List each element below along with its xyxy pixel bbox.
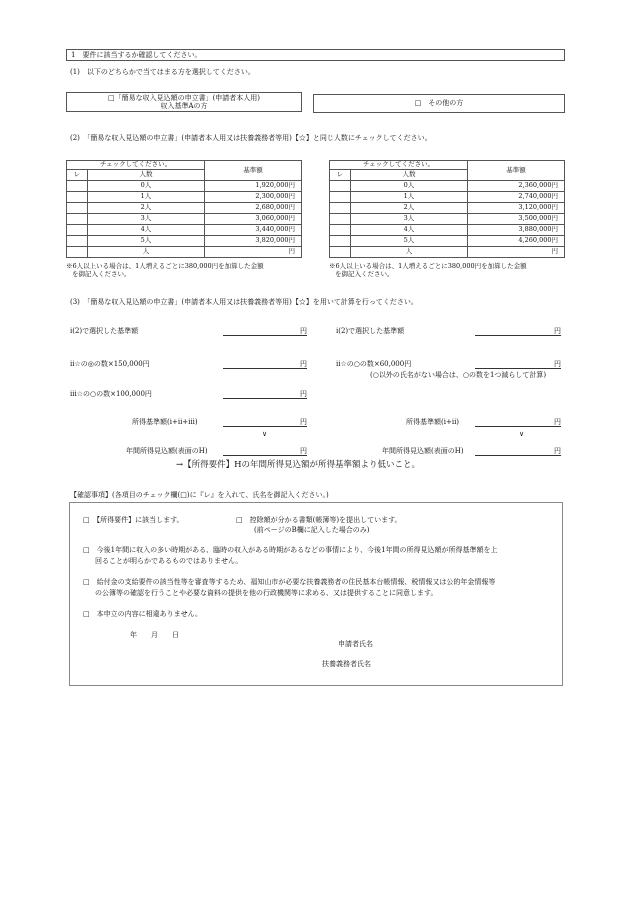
right-sum-field[interactable] [475,418,561,427]
left-iii-field[interactable] [223,390,307,399]
section-header: 1 要件に該当するか確認してください。 [66,49,565,61]
left-i-label: i(2)で選択した基準額 [70,327,139,335]
right-i-label: i(2)で選択した基準額 [336,327,405,335]
table-row [67,181,302,192]
right-ii-field[interactable] [475,360,561,369]
people-cell: 4人 [88,225,205,236]
people-cell: 1人 [351,192,468,203]
amount-cell: 4,260,000円 [468,236,565,247]
confirm-item3-line2: の公簿等の確認を行うことや必要な資料の提供を他の行政機関等に求める、又は提供することに同意します。 [95,589,438,598]
amount-cell: 3,120,000円 [468,203,565,214]
table-a [66,160,302,258]
table-row [330,236,565,247]
conclusion: →【所得要件】Hの年間所得見込額が所得基準額より低いこと。 [176,460,421,470]
table-row [67,203,302,214]
amount-cell: 1,920,000円 [205,181,302,192]
option-b-box[interactable] [313,94,565,113]
check-cell[interactable] [330,192,351,203]
yen-unit: 円 [300,447,307,455]
note-a-line1: ※6人以上いる場合は、1人増えるごとに380,000円を加算した金額 [66,262,264,270]
check-cell[interactable] [330,203,351,214]
people-col-header: 人数 [351,170,468,181]
table-row [67,247,302,258]
confirm-item1a[interactable]: □ 【所得要件】に該当します。 [83,516,184,524]
table-row [67,236,302,247]
note-a [66,262,264,278]
confirm-item1b-note: (前ページのB欄に記入した場合のみ) [254,526,370,534]
amount-header: 基準額 [468,161,565,181]
amount-cell: 2,740,000円 [468,192,565,203]
left-vee: ∨ [262,430,268,438]
table-row [67,214,302,225]
people-cell: 2人 [88,203,205,214]
amount-cell: 3,440,000円 [205,225,302,236]
confirm-item2-line2: 回ることが明らかであるものではありません。 [95,557,243,566]
right-ii-note: (○以外の氏名がない場合は、○の数を1つ減らして計算) [370,371,547,379]
check-cell[interactable] [67,192,88,203]
option-a-line1: □「簡易な収入見込額の申立書」(申請者本人用) [107,93,261,102]
note-b [329,262,527,278]
confirm-item3[interactable] [83,578,561,598]
note-b-line1: ※6人以上いる場合は、1人増えるごとに380,000円を加算した金額 [329,262,527,270]
people-cell: 2人 [351,203,468,214]
confirm-item4[interactable]: □ 本申立の内容に相違ありません。 [83,610,203,618]
q2-text: (2) 「簡易な収入見込額の申立書」(申請者本人用又は扶養義務者等用)【☆】と同じ人数にチェックしてください。 [70,134,432,142]
people-cell: 人 [351,247,468,258]
confirm-item2[interactable] [83,546,561,566]
check-col-header: レ [330,170,351,181]
yen-unit: 円 [554,360,561,368]
yen-unit: 円 [300,327,307,335]
applicant-name-label: 申請者氏名 [338,640,373,648]
left-annual-label: 年間所得見込額(表面のH) [126,447,208,455]
people-cell: 3人 [88,214,205,225]
left-i-field[interactable] [223,327,307,336]
yen-unit: 円 [300,390,307,398]
confirm-title: 【確認事項】(各項目のチェック欄(□)に『レ』を入れて、氏名を御記入ください。) [70,491,329,499]
check-cell[interactable] [330,247,351,258]
people-cell: 1人 [88,192,205,203]
amount-cell: 2,680,000円 [205,203,302,214]
left-sum-field[interactable] [223,418,307,427]
check-cell[interactable] [67,203,88,214]
amount-cell: 円 [205,247,302,258]
table-b [329,160,565,258]
q3-text: (3) 「簡易な収入見込額の申立書」(申請者本人用又は扶養義務者等用)【☆】を用いて計算を行ってください。 [70,298,418,306]
left-ii-field[interactable] [223,360,307,369]
yen-unit: 円 [300,418,307,426]
check-cell[interactable] [330,181,351,192]
table-row [330,203,565,214]
note-a-line2: を御記入ください。 [72,270,131,279]
right-annual-field[interactable] [475,447,561,456]
check-cell[interactable] [67,225,88,236]
table-row [330,225,565,236]
amount-cell: 2,300,000円 [205,192,302,203]
check-cell[interactable] [67,236,88,247]
right-sum-label: 所得基準額(i+ii) [406,418,460,426]
table-row [330,181,565,192]
people-cell: 0人 [351,181,468,192]
left-sum-label: 所得基準額(i+ii+iii) [132,418,198,426]
right-vee: ∨ [519,430,525,438]
table-row [67,192,302,203]
people-cell: 5人 [88,236,205,247]
q1-text: (1) 以下のどちらかで当てはまる方を選択してください。 [70,68,255,76]
option-b-label: □ その他の方 [414,99,464,108]
left-annual-field[interactable] [223,447,307,456]
check-col-header: レ [67,170,88,181]
people-cell: 0人 [88,181,205,192]
people-col-header: 人数 [88,170,205,181]
check-header: チェックしてください。 [67,161,205,170]
option-a-line2: 収入基準Aの方 [160,102,208,110]
amount-cell: 3,060,000円 [205,214,302,225]
table-row [330,192,565,203]
left-iii-label: iii☆の○の数×100,000円 [70,390,152,398]
right-annual-label: 年間所得見込額(表面のH) [382,447,464,455]
check-cell[interactable] [330,236,351,247]
amount-cell: 3,500,000円 [468,214,565,225]
amount-cell: 2,360,000円 [468,181,565,192]
people-cell: 人 [88,247,205,258]
amount-cell: 3,880,000円 [468,225,565,236]
option-a-box[interactable] [66,92,302,112]
guardian-name-label: 扶養義務者氏名 [322,660,371,668]
people-cell: 3人 [351,214,468,225]
check-cell[interactable] [330,214,351,225]
left-ii-label: ii☆の◎の数×150,000円 [70,360,150,368]
yen-unit: 円 [300,360,307,368]
confirm-item3-line1: □ 給付金の支給要件の該当性等を審査等するため、福知山市が必要な扶養義務者の住民基本台帳情報、税情報又は公的年金情報等 [83,578,496,586]
date-field[interactable]: 年 月 日 [130,631,179,639]
people-cell: 5人 [351,236,468,247]
yen-unit: 円 [554,327,561,335]
confirm-item1b[interactable]: □ 控除額が分かる書類(帳簿等)を提出しています。 [236,516,402,524]
confirm-item2-line1: □ 今後1年間に収入の多い時期がある、臨時の収入がある時期があるなどの事情により、今後1年間の所得見込額が所得基準額を上 [83,546,498,554]
amount-cell: 3,820,000円 [205,236,302,247]
table-row [330,214,565,225]
check-cell[interactable] [67,247,88,258]
table-row [67,225,302,236]
amount-cell: 円 [468,247,565,258]
right-i-field[interactable] [475,327,561,336]
right-ii-label: ii☆の○の数×60,000円 [336,360,412,368]
amount-header: 基準額 [205,161,302,181]
check-cell[interactable] [330,225,351,236]
check-header: チェックしてください。 [330,161,468,170]
yen-unit: 円 [554,447,561,455]
check-cell[interactable] [67,214,88,225]
check-cell[interactable] [67,181,88,192]
note-b-line2: を御記入ください。 [335,270,394,279]
people-cell: 4人 [351,225,468,236]
table-row [330,247,565,258]
yen-unit: 円 [554,418,561,426]
